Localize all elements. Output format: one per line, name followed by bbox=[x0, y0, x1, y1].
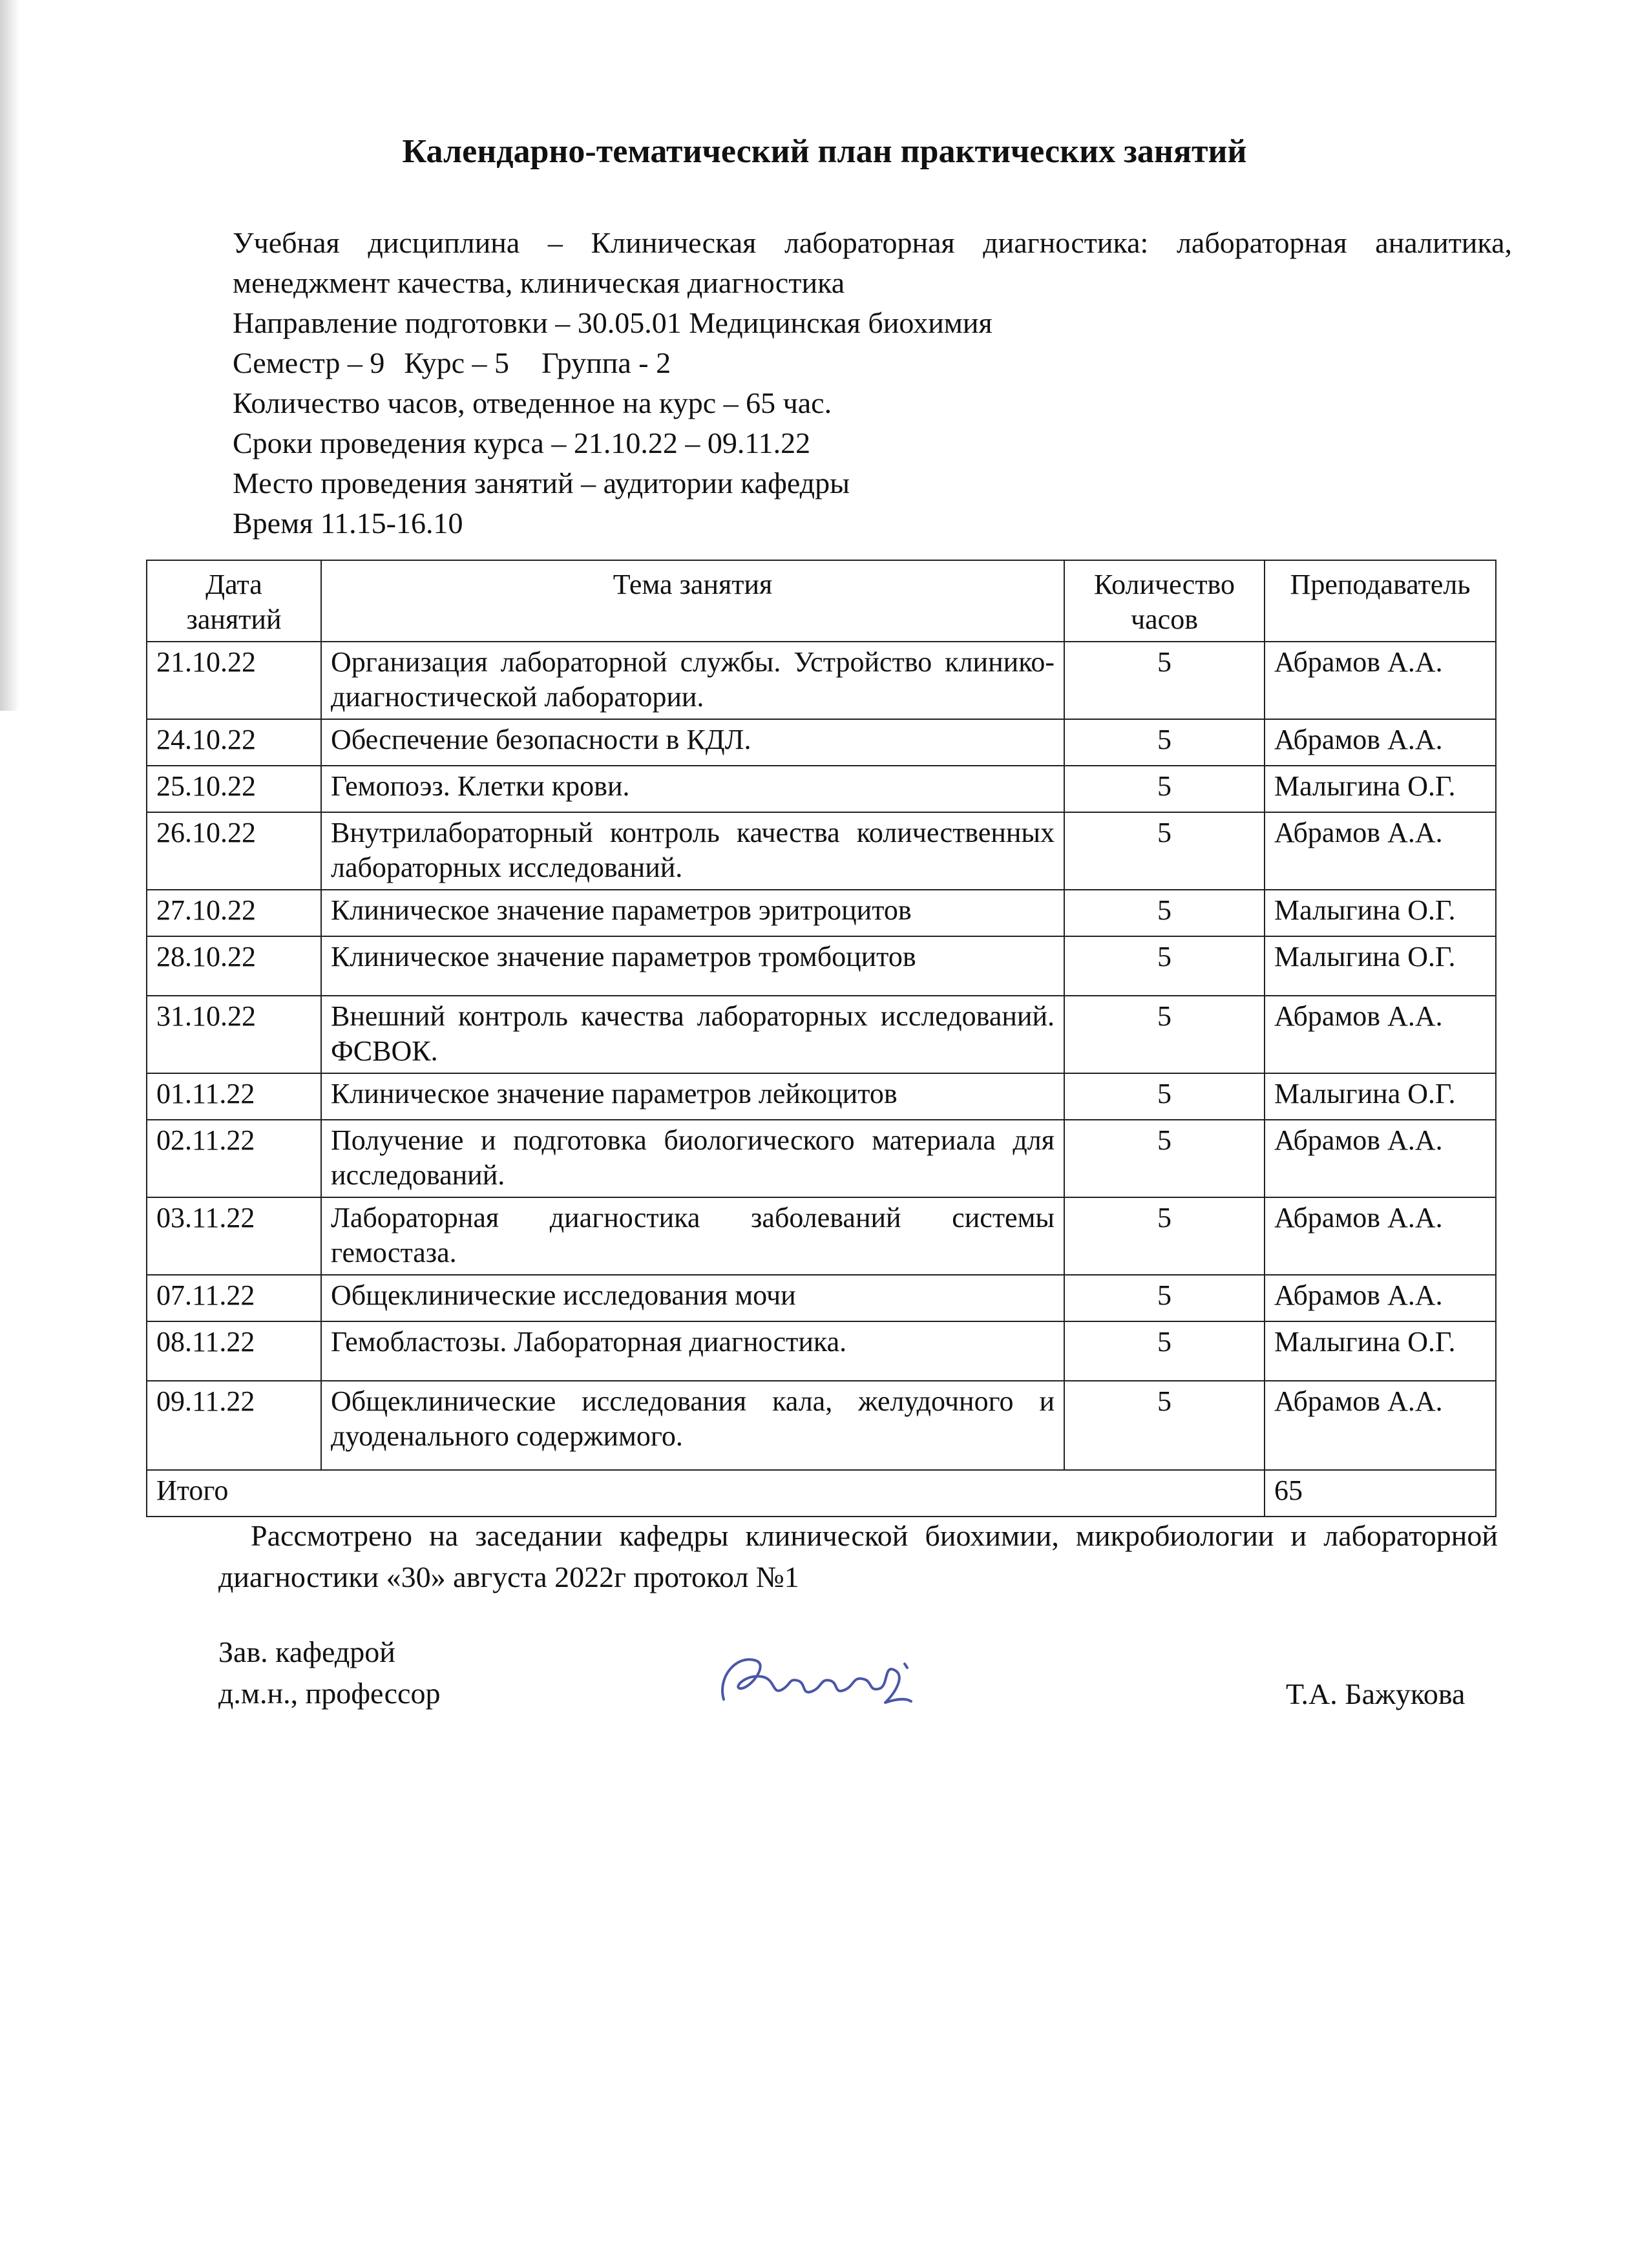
row-teacher: Абрамов А.А. bbox=[1265, 1275, 1496, 1321]
row-topic: Лабораторная диагностика заболеваний системы гемостаза. bbox=[321, 1197, 1064, 1275]
row-date: 08.11.22 bbox=[147, 1321, 321, 1381]
row-topic: Внутрилабораторный контроль качества количественных лабораторных исследований. bbox=[321, 812, 1064, 890]
row-topic: Клиническое значение параметров эритроцитов bbox=[321, 890, 1064, 936]
discipline-line-2: менеджмент качества, клиническая диагностика bbox=[233, 266, 845, 299]
semester: Семестр – 9 bbox=[233, 346, 385, 379]
course-info bbox=[233, 223, 1512, 543]
row-date: 21.10.22 bbox=[147, 642, 321, 719]
row-teacher: Абрамов А.А. bbox=[1265, 719, 1496, 766]
hours-line: Количество часов, отведенное на курс – 65 час. bbox=[233, 386, 832, 419]
row-teacher: Малыгина О.Г. bbox=[1265, 1321, 1496, 1381]
row-teacher: Малыгина О.Г. bbox=[1265, 766, 1496, 812]
table-row bbox=[147, 812, 1496, 890]
time-line: Время 11.15-16.10 bbox=[233, 507, 463, 540]
table-row bbox=[147, 642, 1496, 719]
row-hours: 5 bbox=[1064, 936, 1265, 996]
row-hours: 5 bbox=[1064, 1197, 1265, 1275]
table-row bbox=[147, 766, 1496, 812]
row-date: 26.10.22 bbox=[147, 812, 321, 890]
table-row bbox=[147, 1120, 1496, 1197]
group: Группа - 2 bbox=[541, 346, 671, 379]
row-topic: Организация лабораторной службы. Устройство клинико-диагностической лаборатории. bbox=[321, 642, 1064, 719]
row-teacher: Малыгина О.Г. bbox=[1265, 936, 1496, 996]
row-topic: Общеклинические исследования кала, желудочного и дуоденального содержимого. bbox=[321, 1381, 1064, 1470]
row-date: 28.10.22 bbox=[147, 936, 321, 996]
table-row bbox=[147, 1073, 1496, 1120]
signatory-degree: д.м.н., профессор bbox=[218, 1677, 441, 1710]
row-hours: 5 bbox=[1064, 642, 1265, 719]
row-topic: Гемобластозы. Лабораторная диагностика. bbox=[321, 1321, 1064, 1381]
table-row bbox=[147, 1197, 1496, 1275]
signatory-position: Зав. кафедрой bbox=[218, 1635, 395, 1668]
row-hours: 5 bbox=[1064, 766, 1265, 812]
row-date: 01.11.22 bbox=[147, 1073, 321, 1120]
row-date: 02.11.22 bbox=[147, 1120, 321, 1197]
signatory-title bbox=[218, 1632, 440, 1714]
header-topic: Тема занятия bbox=[321, 560, 1064, 642]
row-hours: 5 bbox=[1064, 1381, 1265, 1470]
row-date: 25.10.22 bbox=[147, 766, 321, 812]
row-hours: 5 bbox=[1064, 1120, 1265, 1197]
row-hours: 5 bbox=[1064, 890, 1265, 936]
discipline-line-1: Учебная дисциплина – Клиническая лабораторная диагностика: лабораторная аналитика, bbox=[233, 226, 1512, 259]
row-topic: Клиническое значение параметров лейкоцитов bbox=[321, 1073, 1064, 1120]
row-teacher: Абрамов А.А. bbox=[1265, 1381, 1496, 1470]
document-title: Календарно-тематический план практических занятий bbox=[402, 133, 1247, 170]
total-row bbox=[147, 1470, 1496, 1517]
review-statement: Рассмотрено на заседании кафедры клинической биохимии, микробиологии и лабораторной диагностики «30» августа 2022г протокол №1 bbox=[218, 1519, 1498, 1593]
header-date: Дата занятий bbox=[147, 560, 321, 642]
row-teacher: Абрамов А.А. bbox=[1265, 642, 1496, 719]
place-line: Место проведения занятий – аудитории кафедры bbox=[233, 467, 850, 499]
row-topic: Обеспечение безопасности в КДЛ. bbox=[321, 719, 1064, 766]
signatory-name: Т.А. Бажукова bbox=[1286, 1677, 1465, 1710]
row-hours: 5 bbox=[1064, 1275, 1265, 1321]
row-hours: 5 bbox=[1064, 996, 1265, 1073]
row-date: 27.10.22 bbox=[147, 890, 321, 936]
row-teacher: Абрамов А.А. bbox=[1265, 1197, 1496, 1275]
header-teacher: Преподаватель bbox=[1265, 560, 1496, 642]
row-topic: Получение и подготовка биологического материала для исследований. bbox=[321, 1120, 1064, 1197]
table-row bbox=[147, 936, 1496, 996]
table-header-row bbox=[147, 560, 1496, 642]
total-value: 65 bbox=[1265, 1470, 1496, 1517]
row-date: 24.10.22 bbox=[147, 719, 321, 766]
row-teacher: Абрамов А.А. bbox=[1265, 1120, 1496, 1197]
table-row bbox=[147, 1275, 1496, 1321]
table-row bbox=[147, 890, 1496, 936]
row-date: 31.10.22 bbox=[147, 996, 321, 1073]
schedule-table bbox=[146, 560, 1497, 1517]
handwritten-signature bbox=[711, 1638, 924, 1722]
row-hours: 5 bbox=[1064, 1321, 1265, 1381]
row-hours: 5 bbox=[1064, 812, 1265, 890]
direction-line: Направление подготовки – 30.05.01 Медицинская биохимия bbox=[233, 306, 993, 339]
semester-course-group-line bbox=[233, 343, 1512, 383]
dates-line: Сроки проведения курса – 21.10.22 – 09.11.22 bbox=[233, 426, 811, 459]
row-teacher: Абрамов А.А. bbox=[1265, 812, 1496, 890]
table-row bbox=[147, 719, 1496, 766]
scan-edge-shadow bbox=[0, 0, 19, 711]
row-date: 07.11.22 bbox=[147, 1275, 321, 1321]
header-hours: Количество часов bbox=[1064, 560, 1265, 642]
course: Курс – 5 bbox=[404, 346, 510, 379]
table-row bbox=[147, 996, 1496, 1073]
table-row bbox=[147, 1381, 1496, 1470]
row-teacher: Абрамов А.А. bbox=[1265, 996, 1496, 1073]
table-row bbox=[147, 1321, 1496, 1381]
row-date: 03.11.22 bbox=[147, 1197, 321, 1275]
row-topic: Внешний контроль качества лабораторных исследований. ФСВОК. bbox=[321, 996, 1064, 1073]
row-topic: Гемопоэз. Клетки крови. bbox=[321, 766, 1064, 812]
row-hours: 5 bbox=[1064, 719, 1265, 766]
row-teacher: Малыгина О.Г. bbox=[1265, 1073, 1496, 1120]
row-topic: Клиническое значение параметров тромбоцитов bbox=[321, 936, 1064, 996]
total-label: Итого bbox=[147, 1470, 1265, 1517]
row-topic: Общеклинические исследования мочи bbox=[321, 1275, 1064, 1321]
row-date: 09.11.22 bbox=[147, 1381, 321, 1470]
row-hours: 5 bbox=[1064, 1073, 1265, 1120]
row-teacher: Малыгина О.Г. bbox=[1265, 890, 1496, 936]
